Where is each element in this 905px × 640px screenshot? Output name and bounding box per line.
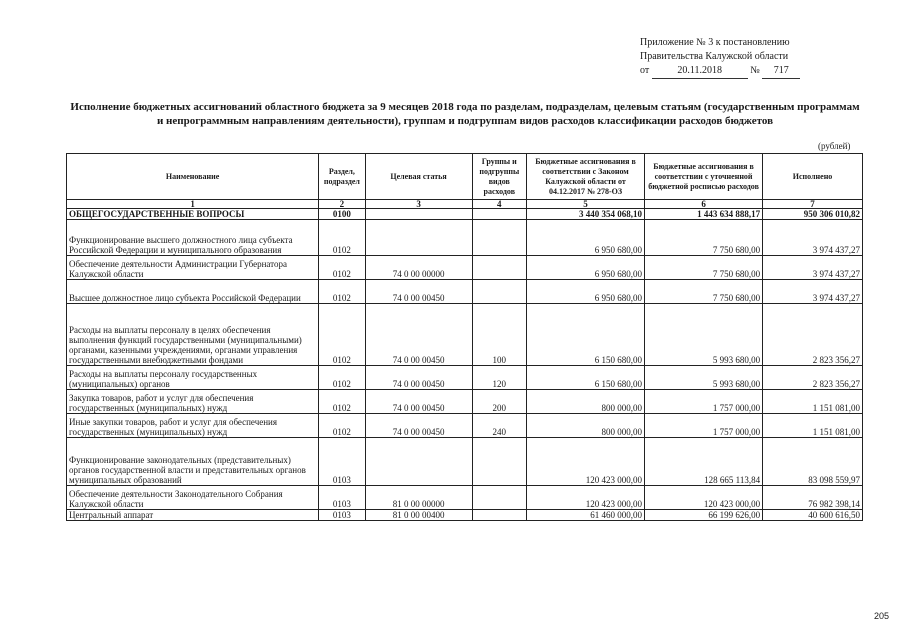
row-law-budget: 6 950 680,00 [527, 280, 645, 304]
column-number: 2 [319, 200, 365, 209]
row-revised-budget: 5 993 680,00 [645, 366, 763, 390]
row-target: 74 0 00 00000 [365, 256, 472, 280]
row-revised-budget: 1 757 000,00 [645, 390, 763, 414]
row-law-budget: 6 950 680,00 [527, 220, 645, 256]
row-law-budget: 6 950 680,00 [527, 256, 645, 280]
table-row [67, 209, 863, 220]
table-row [67, 220, 863, 256]
row-section: 0102 [319, 390, 365, 414]
row-revised-budget: 7 750 680,00 [645, 220, 763, 256]
row-law-budget: 61 460 000,00 [527, 510, 645, 521]
row-section: 0102 [319, 366, 365, 390]
decree-number: 717 [762, 64, 800, 79]
row-target: 74 0 00 00450 [365, 280, 472, 304]
table-row [67, 438, 863, 486]
row-executed: 40 600 616,50 [763, 510, 863, 521]
row-law-budget: 6 150 680,00 [527, 304, 645, 366]
table-row [67, 486, 863, 510]
row-name: Иные закупки товаров, работ и услуг для обеспечения государственных (муниципальных) нужд [67, 414, 319, 438]
row-name: Расходы на выплаты персоналу государственных (муниципальных) органов [67, 366, 319, 390]
row-target: 81 0 00 00400 [365, 510, 472, 521]
row-section: 0103 [319, 438, 365, 486]
row-executed: 1 151 081,00 [763, 414, 863, 438]
units-label: (рублей) [818, 141, 851, 151]
column-header-group: Группы и подгруппы видов расходов [472, 154, 526, 200]
table-row [67, 304, 863, 366]
column-header-section: Раздел, подраздел [319, 154, 365, 200]
row-revised-budget: 5 993 680,00 [645, 304, 763, 366]
row-revised-budget: 7 750 680,00 [645, 256, 763, 280]
row-target: 74 0 00 00450 [365, 366, 472, 390]
document-header [640, 36, 870, 79]
column-number: 4 [472, 200, 526, 209]
table-row [67, 256, 863, 280]
table-row [67, 510, 863, 521]
row-section: 0103 [319, 510, 365, 521]
row-revised-budget: 120 423 000,00 [645, 486, 763, 510]
row-target [365, 209, 472, 220]
row-group: 200 [472, 390, 526, 414]
table-row [67, 280, 863, 304]
row-revised-budget: 7 750 680,00 [645, 280, 763, 304]
row-target [365, 220, 472, 256]
page-title: Исполнение бюджетных ассигнований областного бюджета за 9 месяцев 2018 года по разделам, подразделам, целевым статьям (государственным программам и непрограммным направлениям деятельности), группам и подгруппам видов расходов классификации расходов бюджетов [70, 101, 860, 127]
row-section: 0102 [319, 280, 365, 304]
row-executed: 950 306 010,82 [763, 209, 863, 220]
page-number: 205 [874, 611, 890, 621]
from-label: от [640, 65, 650, 76]
row-law-budget: 6 150 680,00 [527, 366, 645, 390]
row-executed: 3 974 437,27 [763, 256, 863, 280]
row-section: 0102 [319, 304, 365, 366]
table-row [67, 390, 863, 414]
decree-date: 20.11.2018 [652, 64, 748, 79]
row-law-budget: 800 000,00 [527, 390, 645, 414]
number-label: № [750, 65, 760, 76]
row-target [365, 438, 472, 486]
row-name: Функционирование законодательных (представительных) органов государственной власти и представительных органов муниципальных образований [67, 438, 319, 486]
column-number: 6 [645, 200, 763, 209]
row-name: Обеспечение деятельности Администрации Губернатора Калужской области [67, 256, 319, 280]
row-executed: 2 823 356,27 [763, 366, 863, 390]
row-group [472, 486, 526, 510]
row-group [472, 256, 526, 280]
column-header-executed: Исполнено [763, 154, 863, 200]
row-group: 120 [472, 366, 526, 390]
row-name: Центральный аппарат [67, 510, 319, 521]
row-executed: 1 151 081,00 [763, 390, 863, 414]
row-group [472, 510, 526, 521]
column-header-target: Целевая статья [365, 154, 472, 200]
row-executed: 2 823 356,27 [763, 304, 863, 366]
row-group [472, 280, 526, 304]
column-header-law-budget: Бюджетные ассигнования в соответствии с Законом Калужской области от 04.12.2017 № 278-ОЗ [527, 154, 645, 200]
row-section: 0102 [319, 220, 365, 256]
row-revised-budget: 128 665 113,84 [645, 438, 763, 486]
header-line-1: Приложение № 3 к постановлению [640, 37, 790, 48]
column-number-row [67, 200, 863, 209]
row-revised-budget: 1 757 000,00 [645, 414, 763, 438]
table-row [67, 366, 863, 390]
row-target: 81 0 00 00000 [365, 486, 472, 510]
column-number: 3 [365, 200, 472, 209]
budget-table [66, 153, 863, 521]
column-header-revised-budget: Бюджетные ассигнования в соответствии с уточненной бюджетной росписью расходов [645, 154, 763, 200]
row-name: Функционирование высшего должностного лица субъекта Российской Федерации и муниципального образования [67, 220, 319, 256]
row-law-budget: 3 440 354 068,10 [527, 209, 645, 220]
row-section: 0100 [319, 209, 365, 220]
row-target: 74 0 00 00450 [365, 414, 472, 438]
row-name: ОБЩЕГОСУДАРСТВЕННЫЕ ВОПРОСЫ [67, 209, 319, 220]
row-target: 74 0 00 00450 [365, 304, 472, 366]
row-executed: 3 974 437,27 [763, 280, 863, 304]
row-revised-budget: 66 199 626,00 [645, 510, 763, 521]
row-group [472, 220, 526, 256]
table-header-row [67, 154, 863, 200]
row-group [472, 438, 526, 486]
row-executed: 76 982 398,14 [763, 486, 863, 510]
row-name: Обеспечение деятельности Законодательного Собрания Калужской области [67, 486, 319, 510]
column-number: 7 [763, 200, 863, 209]
row-revised-budget: 1 443 634 888,17 [645, 209, 763, 220]
row-section: 0103 [319, 486, 365, 510]
row-section: 0102 [319, 256, 365, 280]
column-header-name: Наименование [67, 154, 319, 200]
row-group [472, 209, 526, 220]
row-executed: 3 974 437,27 [763, 220, 863, 256]
row-executed: 83 098 559,97 [763, 438, 863, 486]
header-line-2: Правительства Калужской области [640, 51, 789, 62]
row-target: 74 0 00 00450 [365, 390, 472, 414]
row-law-budget: 120 423 000,00 [527, 486, 645, 510]
row-name: Расходы на выплаты персоналу в целях обеспечения выполнения функций государственными (муниципальными) органами, казенными учреждениями, органами управления государственными внебюджетными фондами [67, 304, 319, 366]
column-number: 1 [67, 200, 319, 209]
table-row [67, 414, 863, 438]
row-law-budget: 120 423 000,00 [527, 438, 645, 486]
row-group: 240 [472, 414, 526, 438]
header-line-3 [640, 64, 870, 79]
row-section: 0102 [319, 414, 365, 438]
row-name: Высшее должностное лицо субъекта Российской Федерации [67, 280, 319, 304]
row-group: 100 [472, 304, 526, 366]
column-number: 5 [527, 200, 645, 209]
row-law-budget: 800 000,00 [527, 414, 645, 438]
row-name: Закупка товаров, работ и услуг для обеспечения государственных (муниципальных) нужд [67, 390, 319, 414]
